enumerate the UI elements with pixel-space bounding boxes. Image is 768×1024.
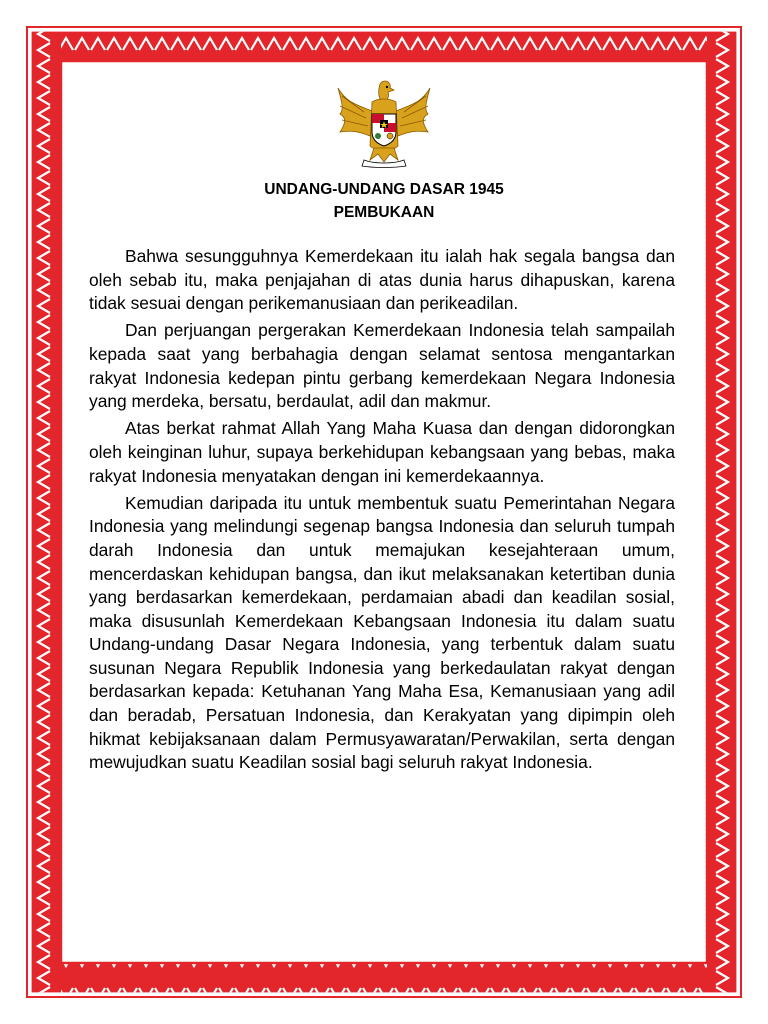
paragraph-2: Dan perjuangan pergerakan Kemerdekaan Indonesia telah sampailah kepada saat yang berbahagia dengan selamat sentosa mengantarkan rakyat Indonesia kedepan pintu gerbang kemerdekaan Negara Indonesia yang merdeka, bersatu, berdaulat, adil dan makmur. [89, 320, 675, 412]
document-title: UNDANG-UNDANG DASAR 1945 [264, 181, 504, 198]
document-subtitle: PEMBUKAAN [333, 204, 435, 221]
paragraph-1: Bahwa sesungguhnya Kemerdekaan itu ialah hak segala bangsa dan oleh sebab itu, maka penjajahan di atas dunia harus dihapuskan, karena tidak sesuai dengan perikemanusiaan dan perikeadilan. [89, 246, 675, 314]
document-heading [60, 178, 708, 224]
garuda-pancasila-emblem-icon [334, 76, 434, 168]
paragraph-4: Kemudian daripada itu untuk membentuk suatu Pemerintahan Negara Indonesia yang melindungi segenap bangsa Indonesia dan seluruh tumpah darah Indonesia dan untuk memajukan kesejahteraan umum, mencerdaskan kehidupan bangsa, dan ikut melaksanakan ketertiban dunia yang berdasarkan kemerdekaan, perdamaian abadi dan keadilan sosial, maka disusunlah Kemerdekaan Kebangsaan Indonesia itu dalam suatu Undang-undang Dasar Negara Indonesia, yang terbentuk dalam suatu susunan Negara Republik Indonesia yang berkedaulatan rakyat dengan berdasarkan kepada: Ketuhanan Yang Maha Esa, Kemanusiaan yang adil dan beradab, Persatuan Indonesia, dan Kerakyatan yang dipimpin oleh hikmat kebijaksanaan dalam Permusyawaratan/Perwakilan, serta dengan mewujudkan suatu Keadilan sosial bagi seluruh rakyat Indonesia. [89, 492, 675, 773]
paragraph-3: Atas berkat rahmat Allah Yang Maha Kuasa dan dengan didorongkan oleh keinginan luhur, supaya berkehidupan kebangsaan yang bebas, maka rakyat Indonesia menyatakan dengan ini kemerdekaannya. [89, 418, 675, 486]
document-body [89, 245, 675, 778]
